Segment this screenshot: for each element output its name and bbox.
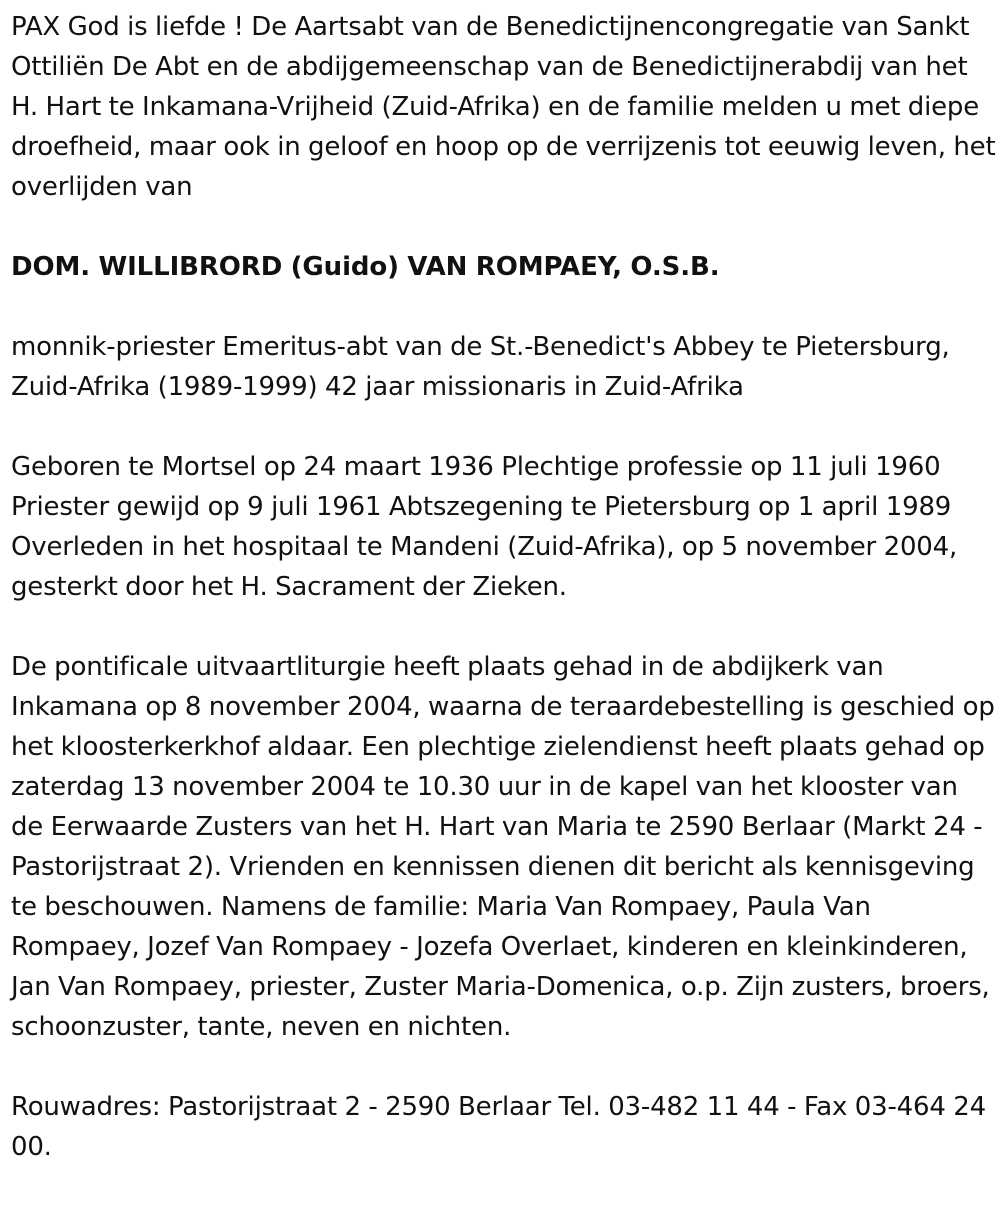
- title-paragraph: monnik-priester Emeritus-abt van de St.-Benedict's Abbey te Pietersburg, Zuid-Afrika (1989-1999) 42 jaar missionaris in Zuid-Afrika: [11, 332, 950, 402]
- life-dates-paragraph: Geboren te Mortsel op 24 maart 1936 Plechtige professie op 11 juli 1960 Priester gewijd op 9 juli 1961 Abtszegening te Pietersburg op 1 april 1989 Overleden in het hospitaal te Mandeni (Zuid-Afrika), op 5 november 2004, gesterkt door het H. Sacrament der Zieken.: [11, 452, 958, 602]
- address-paragraph: Rouwadres: Pastorijstraat 2 - 2590 Berlaar Tel. 03-482 11 44 - Fax 03-464 24 00.: [11, 1092, 986, 1162]
- funeral-paragraph: De pontificale uitvaartliturgie heeft plaats gehad in de abdijkerk van Inkamana op 8 november 2004, waarna de teraardebestelling is geschied op het kloosterkerkhof aldaar. Een plechtige zielendienst heeft plaats gehad op zaterdag 13 november 2004 te 10.30 uur in de kapel van het klooster van de Eerwaarde Zusters van het H. Hart van Maria te 2590 Berlaar (Markt 24 - Pastorijstraat 2). Vrienden en kennissen dienen dit bericht als kennisgeving te beschouwen. Namens de familie: Maria Van Rompaey, Paula Van Rompaey, Jozef Van Rompaey - Jozefa Overlaet, kinderen en kleinkinderen, Jan Van Rompaey, priester, Zuster Maria-Domenica, o.p. Zijn zusters, broers, schoonzuster, tante, neven en nichten.: [11, 652, 995, 1042]
- deceased-name: DOM. WILLIBRORD (Guido) VAN ROMPAEY, O.S.B.: [11, 252, 720, 282]
- intro-paragraph: PAX God is liefde ! De Aartsabt van de Benedictijnencongregatie van Sankt Ottiliën De Abt en de abdijgemeenschap van de Benedictijnerabdij van het H. Hart te Inkamana-Vrijheid (Zuid-Afrika) en de familie melden u met diepe droefheid, maar ook in geloof en hoop op de verrijzenis tot eeuwig leven, het overlijden van: [11, 12, 996, 202]
- obituary-notice: [11, 7, 996, 1167]
